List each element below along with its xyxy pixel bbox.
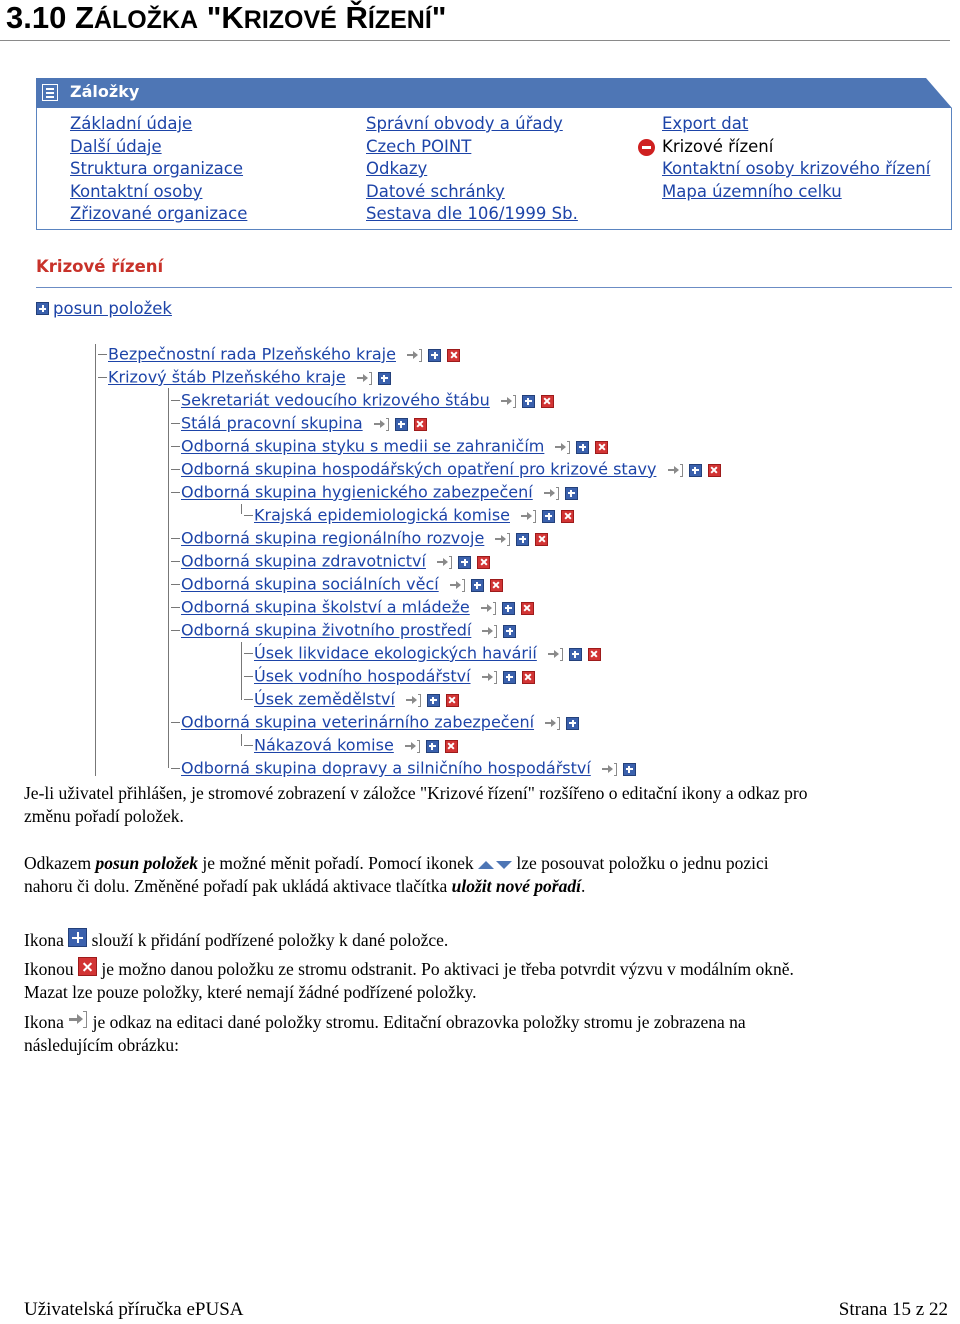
text-span: Ikona xyxy=(24,1012,69,1032)
delete-icon[interactable] xyxy=(490,579,503,592)
delete-icon[interactable] xyxy=(561,510,574,523)
current-tab-icon xyxy=(638,139,655,156)
tree-item-link[interactable]: Stálá pracovní skupina xyxy=(181,413,363,433)
edit-icon[interactable] xyxy=(602,763,617,776)
tree-item xyxy=(181,389,560,411)
delete-icon[interactable] xyxy=(541,395,554,408)
tree-item xyxy=(254,688,465,710)
tree-item-link[interactable]: Úsek zemědělství xyxy=(254,689,395,709)
add-child-icon[interactable] xyxy=(576,441,589,454)
add-child-icon[interactable] xyxy=(426,740,439,753)
edit-icon[interactable] xyxy=(495,533,510,546)
tabs-panel-title: Záložky xyxy=(70,82,140,101)
edit-icon[interactable] xyxy=(450,579,465,592)
text-line xyxy=(24,852,769,875)
tree-item-link[interactable]: Odborná skupina dopravy a silničního hospodářství xyxy=(181,758,591,778)
add-child-icon[interactable] xyxy=(522,395,535,408)
add-child-icon[interactable] xyxy=(471,579,484,592)
edit-icon[interactable] xyxy=(545,717,560,730)
tree-item xyxy=(181,596,540,618)
tree-item-link[interactable]: Odborná skupina zdravotnictví xyxy=(181,551,426,571)
edit-icon[interactable] xyxy=(481,602,496,615)
tree-item xyxy=(181,527,554,549)
tree-item-link[interactable]: Odborná skupina hospodářských opatření pro krizové stavy xyxy=(181,459,657,479)
add-child-icon[interactable] xyxy=(502,602,515,615)
tree-connector xyxy=(241,504,242,514)
tree-connector xyxy=(168,388,169,768)
tree-item xyxy=(254,504,580,526)
text-span: Ikona xyxy=(24,930,69,950)
add-child-icon[interactable] xyxy=(503,625,516,638)
tab-link-sestava[interactable]: Sestava dle 106/1999 Sb. xyxy=(366,204,578,223)
paragraph xyxy=(24,1010,746,1057)
tabs-panel-header xyxy=(36,78,952,108)
tab-link-mapa[interactable]: Mapa územního celku xyxy=(662,181,842,201)
tree-connector xyxy=(241,642,242,700)
edit-icon[interactable] xyxy=(548,648,563,661)
add-child-icon[interactable] xyxy=(516,533,529,546)
reorder-link[interactable]: posun položek xyxy=(53,299,172,318)
tab-link-kontaktni-osoby[interactable]: Kontaktní osoby xyxy=(70,181,203,201)
current-tab-label: Krizové řízení xyxy=(662,136,774,156)
text-span: Ikonou xyxy=(24,959,78,979)
text-line: Je-li uživatel přihlášen, je stromové zobrazení v záložce "Krizové řízení" rozšířeno o editační ikony a odkaz pro xyxy=(24,783,808,803)
tab-link-zakladni-udaje[interactable]: Základní údaje xyxy=(70,114,193,133)
text-span: je možno danou položku ze stromu odstranit. Po aktivaci je třeba potvrdit výzvu v modálním okně. xyxy=(96,959,794,979)
edit-icon[interactable] xyxy=(407,349,422,362)
edit-icon[interactable] xyxy=(555,441,570,454)
tab-link-zrizovane-organizace[interactable]: Zřizované organizace xyxy=(70,204,248,223)
tree-connector xyxy=(241,734,242,746)
tab-link-czech-point[interactable]: Czech POINT xyxy=(366,136,472,156)
plus-icon[interactable] xyxy=(36,302,49,315)
section-title: Krizové řízení xyxy=(36,257,164,276)
tree-item-link[interactable]: Sekretariát vedoucího krizového štábu xyxy=(181,390,490,410)
tree-item xyxy=(181,435,614,457)
paragraph xyxy=(24,928,448,952)
delete-icon[interactable] xyxy=(446,694,459,707)
tree-item xyxy=(254,642,607,664)
heading-divider xyxy=(0,40,950,41)
tabs-column-2 xyxy=(366,113,578,226)
edit-icon[interactable] xyxy=(405,740,420,753)
header-notch xyxy=(926,78,952,108)
edit-icon[interactable] xyxy=(437,556,452,569)
tree-item-link[interactable]: Odborná skupina školství a mládeže xyxy=(181,597,470,617)
delete-icon[interactable] xyxy=(522,671,535,684)
paragraph xyxy=(24,782,807,828)
add-child-icon[interactable] xyxy=(566,717,579,730)
tab-link-dalsi-udaje[interactable]: Další údaje xyxy=(70,136,162,156)
tree-item xyxy=(181,412,433,434)
text-span: je odkaz na editaci dané položky stromu. Editační obrazovka položky stromu je zobrazena na xyxy=(88,1012,746,1032)
delete-icon[interactable] xyxy=(588,648,601,661)
text-line: následujícím obrázku: xyxy=(24,1035,180,1055)
delete-icon[interactable] xyxy=(708,464,721,477)
tree-item-link[interactable]: Nákazová komise xyxy=(254,735,394,755)
tree-item-link[interactable]: Bezpečnostní rada Plzeňského kraje xyxy=(108,344,396,364)
text-span: . xyxy=(580,876,586,896)
tree-item xyxy=(108,366,397,388)
plus-icon xyxy=(68,928,87,947)
tree-item xyxy=(254,734,464,756)
delete-icon[interactable] xyxy=(595,441,608,454)
text-span: lze posouvat položku o jednu pozici xyxy=(511,853,769,873)
footer-title: Uživatelská příručka ePUSA xyxy=(24,1299,244,1320)
delete-icon[interactable] xyxy=(521,602,534,615)
arrow-up-icon xyxy=(478,861,494,869)
delete-icon[interactable] xyxy=(445,740,458,753)
tree-item xyxy=(181,458,727,480)
list-icon xyxy=(42,84,58,101)
arrow-down-icon xyxy=(496,861,512,869)
tab-link-spravni-obvody[interactable]: Správní obvody a úřady xyxy=(366,114,563,133)
tabs-column-1 xyxy=(70,113,247,226)
tab-link-export-dat[interactable]: Export dat xyxy=(662,114,749,133)
tree-item-link[interactable]: Úsek likvidace ekologických havárií xyxy=(254,643,537,663)
text-span: Odkazem xyxy=(24,853,96,873)
tree-connector xyxy=(95,344,96,776)
add-child-icon[interactable] xyxy=(569,648,582,661)
tab-link-struktura-organizace[interactable]: Struktura organizace xyxy=(70,159,244,178)
tree-item-link[interactable]: Odborná skupina životního prostředí xyxy=(181,620,472,640)
heading-letter: Z xyxy=(74,0,94,35)
edit-icon xyxy=(68,1010,88,1029)
text-line: Mazat lze pouze položky, které nemají žádné podřízené položky. xyxy=(24,982,477,1002)
heading-number: 3.10 xyxy=(6,0,67,35)
edit-icon[interactable] xyxy=(357,372,372,385)
tree-item xyxy=(181,619,522,641)
reorder-row xyxy=(36,298,172,318)
text-line: změnu pořadí položek. xyxy=(24,806,184,826)
delete-icon[interactable] xyxy=(447,349,460,362)
add-child-icon[interactable] xyxy=(428,349,441,362)
text-emphasis: uložit nové pořadí xyxy=(451,876,581,896)
tabs-column-3 xyxy=(662,113,930,203)
edit-icon[interactable] xyxy=(544,487,559,500)
add-child-icon[interactable] xyxy=(503,671,516,684)
heading-smallcaps: ÁLOŽKA xyxy=(93,6,199,34)
tree-item xyxy=(181,550,496,572)
section-divider xyxy=(36,287,952,288)
text-line xyxy=(24,957,794,981)
tree-item xyxy=(181,711,585,733)
add-child-icon[interactable] xyxy=(395,418,408,431)
page-number: Strana 15 z 22 xyxy=(838,1299,948,1320)
tree-item-link[interactable]: Odborná skupina sociálních věcí xyxy=(181,574,439,594)
tree-item-link[interactable]: Odborná skupina hygienického zabezpečení xyxy=(181,482,533,502)
heading-letter: K xyxy=(221,0,244,35)
tab-current-krizove-rizeni xyxy=(662,136,930,159)
add-child-icon[interactable] xyxy=(623,763,636,776)
tab-link-odkazy[interactable]: Odkazy xyxy=(366,159,428,178)
add-child-icon[interactable] xyxy=(378,372,391,385)
tree-item-link[interactable]: Odborná skupina veterinárního zabezpečení xyxy=(181,712,535,732)
text-line xyxy=(24,1010,746,1034)
paragraph xyxy=(24,852,769,898)
tree-item xyxy=(254,665,541,687)
chapter-heading xyxy=(6,0,446,36)
tree-item-link[interactable]: Krizový štáb Plzeňského kraje xyxy=(108,367,346,387)
tab-link-datove-schranky[interactable]: Datové schránky xyxy=(366,181,505,201)
delete-icon[interactable] xyxy=(414,418,427,431)
text-emphasis: posun položek xyxy=(95,853,199,873)
text-span: nahoru či dolu. Změněné pořadí pak ukládá aktivace tlačítka xyxy=(24,876,452,896)
add-child-icon[interactable] xyxy=(565,487,578,500)
heading-smallcaps: ÍZENÍ xyxy=(367,6,432,34)
heading-quote: " xyxy=(206,0,222,35)
edit-icon[interactable] xyxy=(501,395,516,408)
tab-link-kontaktni-osoby-kr[interactable]: Kontaktní osoby krizového řízení xyxy=(662,159,931,178)
paragraph xyxy=(24,957,794,1004)
text-line xyxy=(24,875,769,898)
delete-icon[interactable] xyxy=(477,556,490,569)
add-child-icon[interactable] xyxy=(689,464,702,477)
heading-letter: Ř xyxy=(345,0,368,35)
text-span: je možné měnit pořadí. Pomocí ikonek xyxy=(198,853,478,873)
tree-item-link[interactable]: Odborná skupina regionálního rozvoje xyxy=(181,528,485,548)
add-child-icon[interactable] xyxy=(542,510,555,523)
delete-icon xyxy=(78,957,97,976)
tree-item-link[interactable]: Krajská epidemiologická komise xyxy=(254,505,510,525)
edit-icon[interactable] xyxy=(521,510,536,523)
delete-icon[interactable] xyxy=(535,533,548,546)
heading-quote: " xyxy=(431,0,447,35)
add-child-icon[interactable] xyxy=(427,694,440,707)
heading-smallcaps: RIZOVÉ xyxy=(243,6,337,34)
tree-item-link[interactable]: Úsek vodního hospodářství xyxy=(254,666,471,686)
tree-item xyxy=(181,573,509,595)
edit-icon[interactable] xyxy=(374,418,389,431)
tree-item-link[interactable]: Odborná skupina styku s medii se zahraničím xyxy=(181,436,545,456)
edit-icon[interactable] xyxy=(482,625,497,638)
edit-icon[interactable] xyxy=(482,671,497,684)
edit-icon[interactable] xyxy=(406,694,421,707)
add-child-icon[interactable] xyxy=(458,556,471,569)
tree-item xyxy=(108,343,466,365)
edit-icon[interactable] xyxy=(668,464,683,477)
text-span: slouží k přidání podřízené položky k dané položce. xyxy=(87,930,449,950)
tree-item xyxy=(181,481,584,503)
tree-item xyxy=(181,757,642,779)
